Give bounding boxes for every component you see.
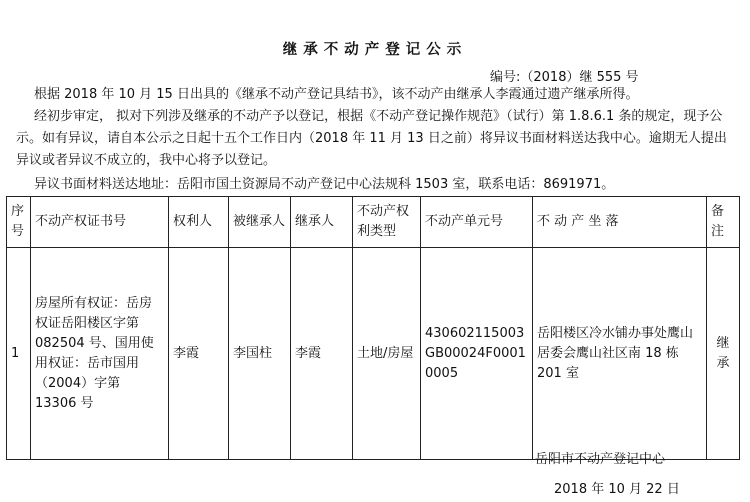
header-seq: 序号 <box>7 197 31 248</box>
cell-remark: 继承 <box>707 248 740 460</box>
notice-paragraph-2: 经初步审定， 拟对下列涉及继承的不动产予以登记，根据《不动产登记操作规范》（试行）第 1.8.6.1 条的规定，现予公示。如有异议，请自本公示之日起十五个工作日内（2018 年 11 月 13 日之前）将异议书面材料送达我中心。逾期无人提出异议或者异议不成立的，我中心将予以登记。 <box>16 109 727 168</box>
cell-decedent: 李国柱 <box>229 248 291 460</box>
cell-right-type: 土地/房屋 <box>353 248 421 460</box>
header-owner: 权利人 <box>169 197 229 248</box>
cell-owner: 李霞 <box>169 248 229 460</box>
document-number: 编号:（2018）继 555 号 <box>490 70 639 85</box>
cell-location: 岳阳楼区冷水铺办事处鹰山居委会鹰山社区南 18 栋 201 室 <box>533 248 707 460</box>
header-unit-no: 不动产单元号 <box>421 197 533 248</box>
cell-seq: 1 <box>7 248 31 460</box>
property-table <box>6 196 740 460</box>
table-header-row <box>7 197 740 248</box>
notice-paragraph-1: 根据 2018 年 10 月 15 日出具的《继承不动产登记具结书》，该不动产由继承人李霞通过遗产继承所得。 <box>34 87 639 102</box>
header-remark: 备注 <box>707 197 740 248</box>
notice-title: 继承不动产登记公示 <box>282 42 468 58</box>
issuing-organization: 岳阳市不动产登记中心 <box>535 452 666 467</box>
header-decedent: 被继承人 <box>229 197 291 248</box>
header-location: 不 动 产 坐 落 <box>533 197 707 248</box>
cell-heir: 李霞 <box>291 248 353 460</box>
header-cert: 不动产权证书号 <box>31 197 169 248</box>
cell-cert: 房屋所有权证：岳房权证岳阳楼区字第 082504 号、国用使用权证：岳市国用（2004）字第 13306 号 <box>31 248 169 460</box>
cell-unit-no: 430602115003GB00024F00010005 <box>421 248 533 460</box>
table-row <box>7 248 740 460</box>
issue-date: 2018 年 10 月 22 日 <box>554 482 680 497</box>
header-right-type: 不动产权利类型 <box>353 197 421 248</box>
header-heir: 继承人 <box>291 197 353 248</box>
objection-address: 异议书面材料送达地址：岳阳市国土资源局不动产登记中心法规科 1503 室，联系电话：8691971。 <box>34 177 615 192</box>
